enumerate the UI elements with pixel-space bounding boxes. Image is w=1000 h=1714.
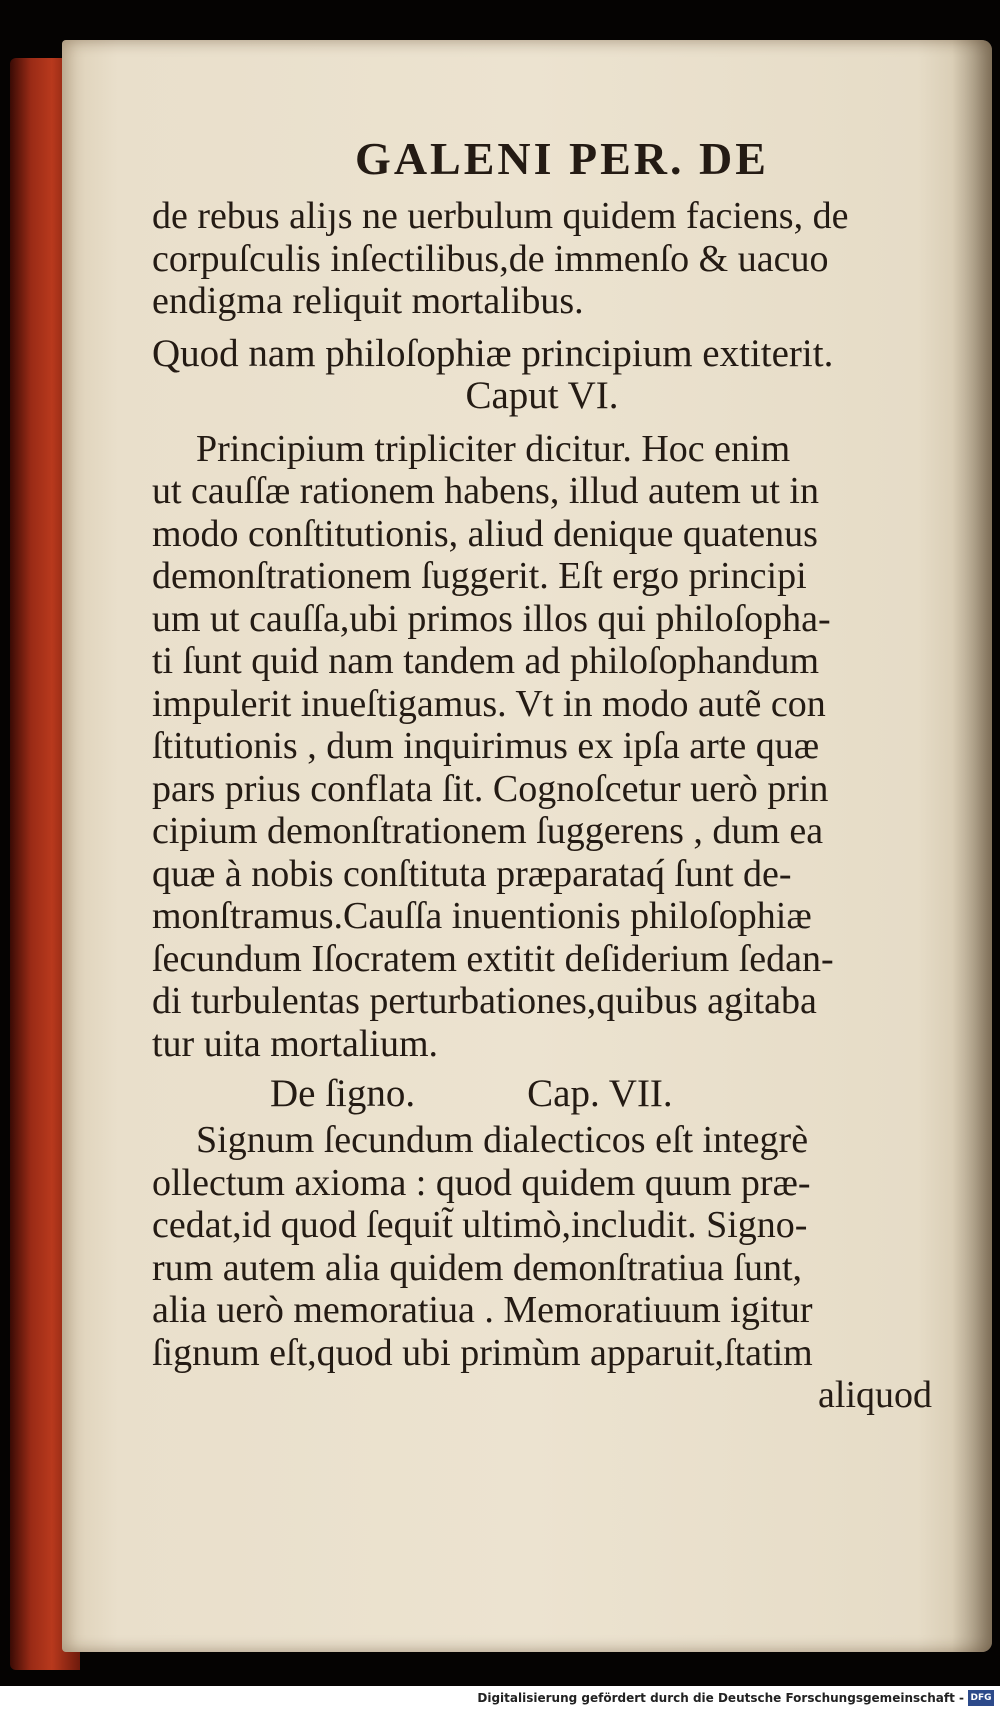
text-line: ut cauſſæ rationem habens, illud autem ut in — [152, 470, 819, 512]
text-line: de rebus aliȷs ne uerbulum quidem faciens, de — [152, 195, 849, 237]
text-line: quæ à nobis conſtituta præparataq́ ſunt de- — [152, 852, 792, 895]
text-line: endigma reliquit mortalibus. — [152, 280, 584, 322]
text-line: alia uerò memoratiua . Memoratiuum igitur — [152, 1289, 813, 1331]
text-line: ti ſunt quid nam tandem ad philoſophandum — [152, 640, 820, 682]
chapter-title: De ſigno. — [270, 1072, 416, 1115]
text-line: um ut cauſſa,ubi primos illos qui philoſopha- — [152, 597, 831, 640]
funding-credit: Digitalisierung gefördert durch die Deutsche Forschungsgemeinschaft - — [477, 1691, 964, 1705]
text-line: impulerit inueſtigamus. Vt in modo autẽ con — [152, 682, 826, 725]
text-line: di turbulentas perturbationes,quibus agitaba — [152, 980, 817, 1022]
text-line: monſtramus.Cauſſa inuentionis philoſophiæ — [152, 895, 812, 937]
running-head: GALENI PER. DE — [355, 133, 769, 184]
text-line: modo conſtitutionis, aliud denique quatenus — [152, 512, 818, 555]
text-line: corpuſculis inſectilibus,de immenſo & uacuo — [152, 237, 829, 280]
text-line: ſignum eſt,quod ubi primùm apparuit,ſtatim — [152, 1331, 813, 1374]
text-line: Principium tripliciter dicitur. Hoc enim — [196, 427, 791, 470]
text-line: ſecundum Iſocratem extitit deſiderium ſedan- — [152, 937, 834, 980]
text-line: Signum ſecundum dialecticos eſt integrè — [196, 1119, 809, 1161]
chapter-label: Cap. VII. — [527, 1072, 673, 1115]
dfg-logo: DFG — [968, 1690, 994, 1706]
chapter-heading — [152, 1071, 932, 1117]
page-shadow — [952, 40, 992, 1652]
text-line: cedat,id quod ſequit̃ ultimò,includit. Signo- — [152, 1204, 808, 1246]
text-line: demonſtrationem ſuggerit. Eſt ergo principi — [152, 555, 807, 597]
chapter-label: Caput VI. — [465, 374, 619, 417]
text-line: pars prius conflata ſit. Cognoſcetur uerò prin — [152, 767, 829, 810]
catchword: aliquod — [818, 1374, 932, 1416]
text-line: rum autem alia quidem demonſtratiua ſunt, — [152, 1246, 803, 1289]
chapter-title: Quod nam philoſophiæ principium extiterit. — [152, 331, 834, 375]
book-page — [62, 40, 992, 1652]
text-line: ſtitutionis , dum inquirimus ex ipſa arte quæ — [152, 725, 820, 767]
spacer — [152, 323, 932, 333]
text-line: tur uita mortalium. — [152, 1022, 439, 1065]
text-line: cipium demonſtrationem ſuggerens , dum ea — [152, 810, 824, 852]
spacer — [152, 418, 932, 428]
text-line: ollectum axioma : quod quidem quum præ- — [152, 1161, 811, 1204]
text-block — [152, 132, 932, 1417]
